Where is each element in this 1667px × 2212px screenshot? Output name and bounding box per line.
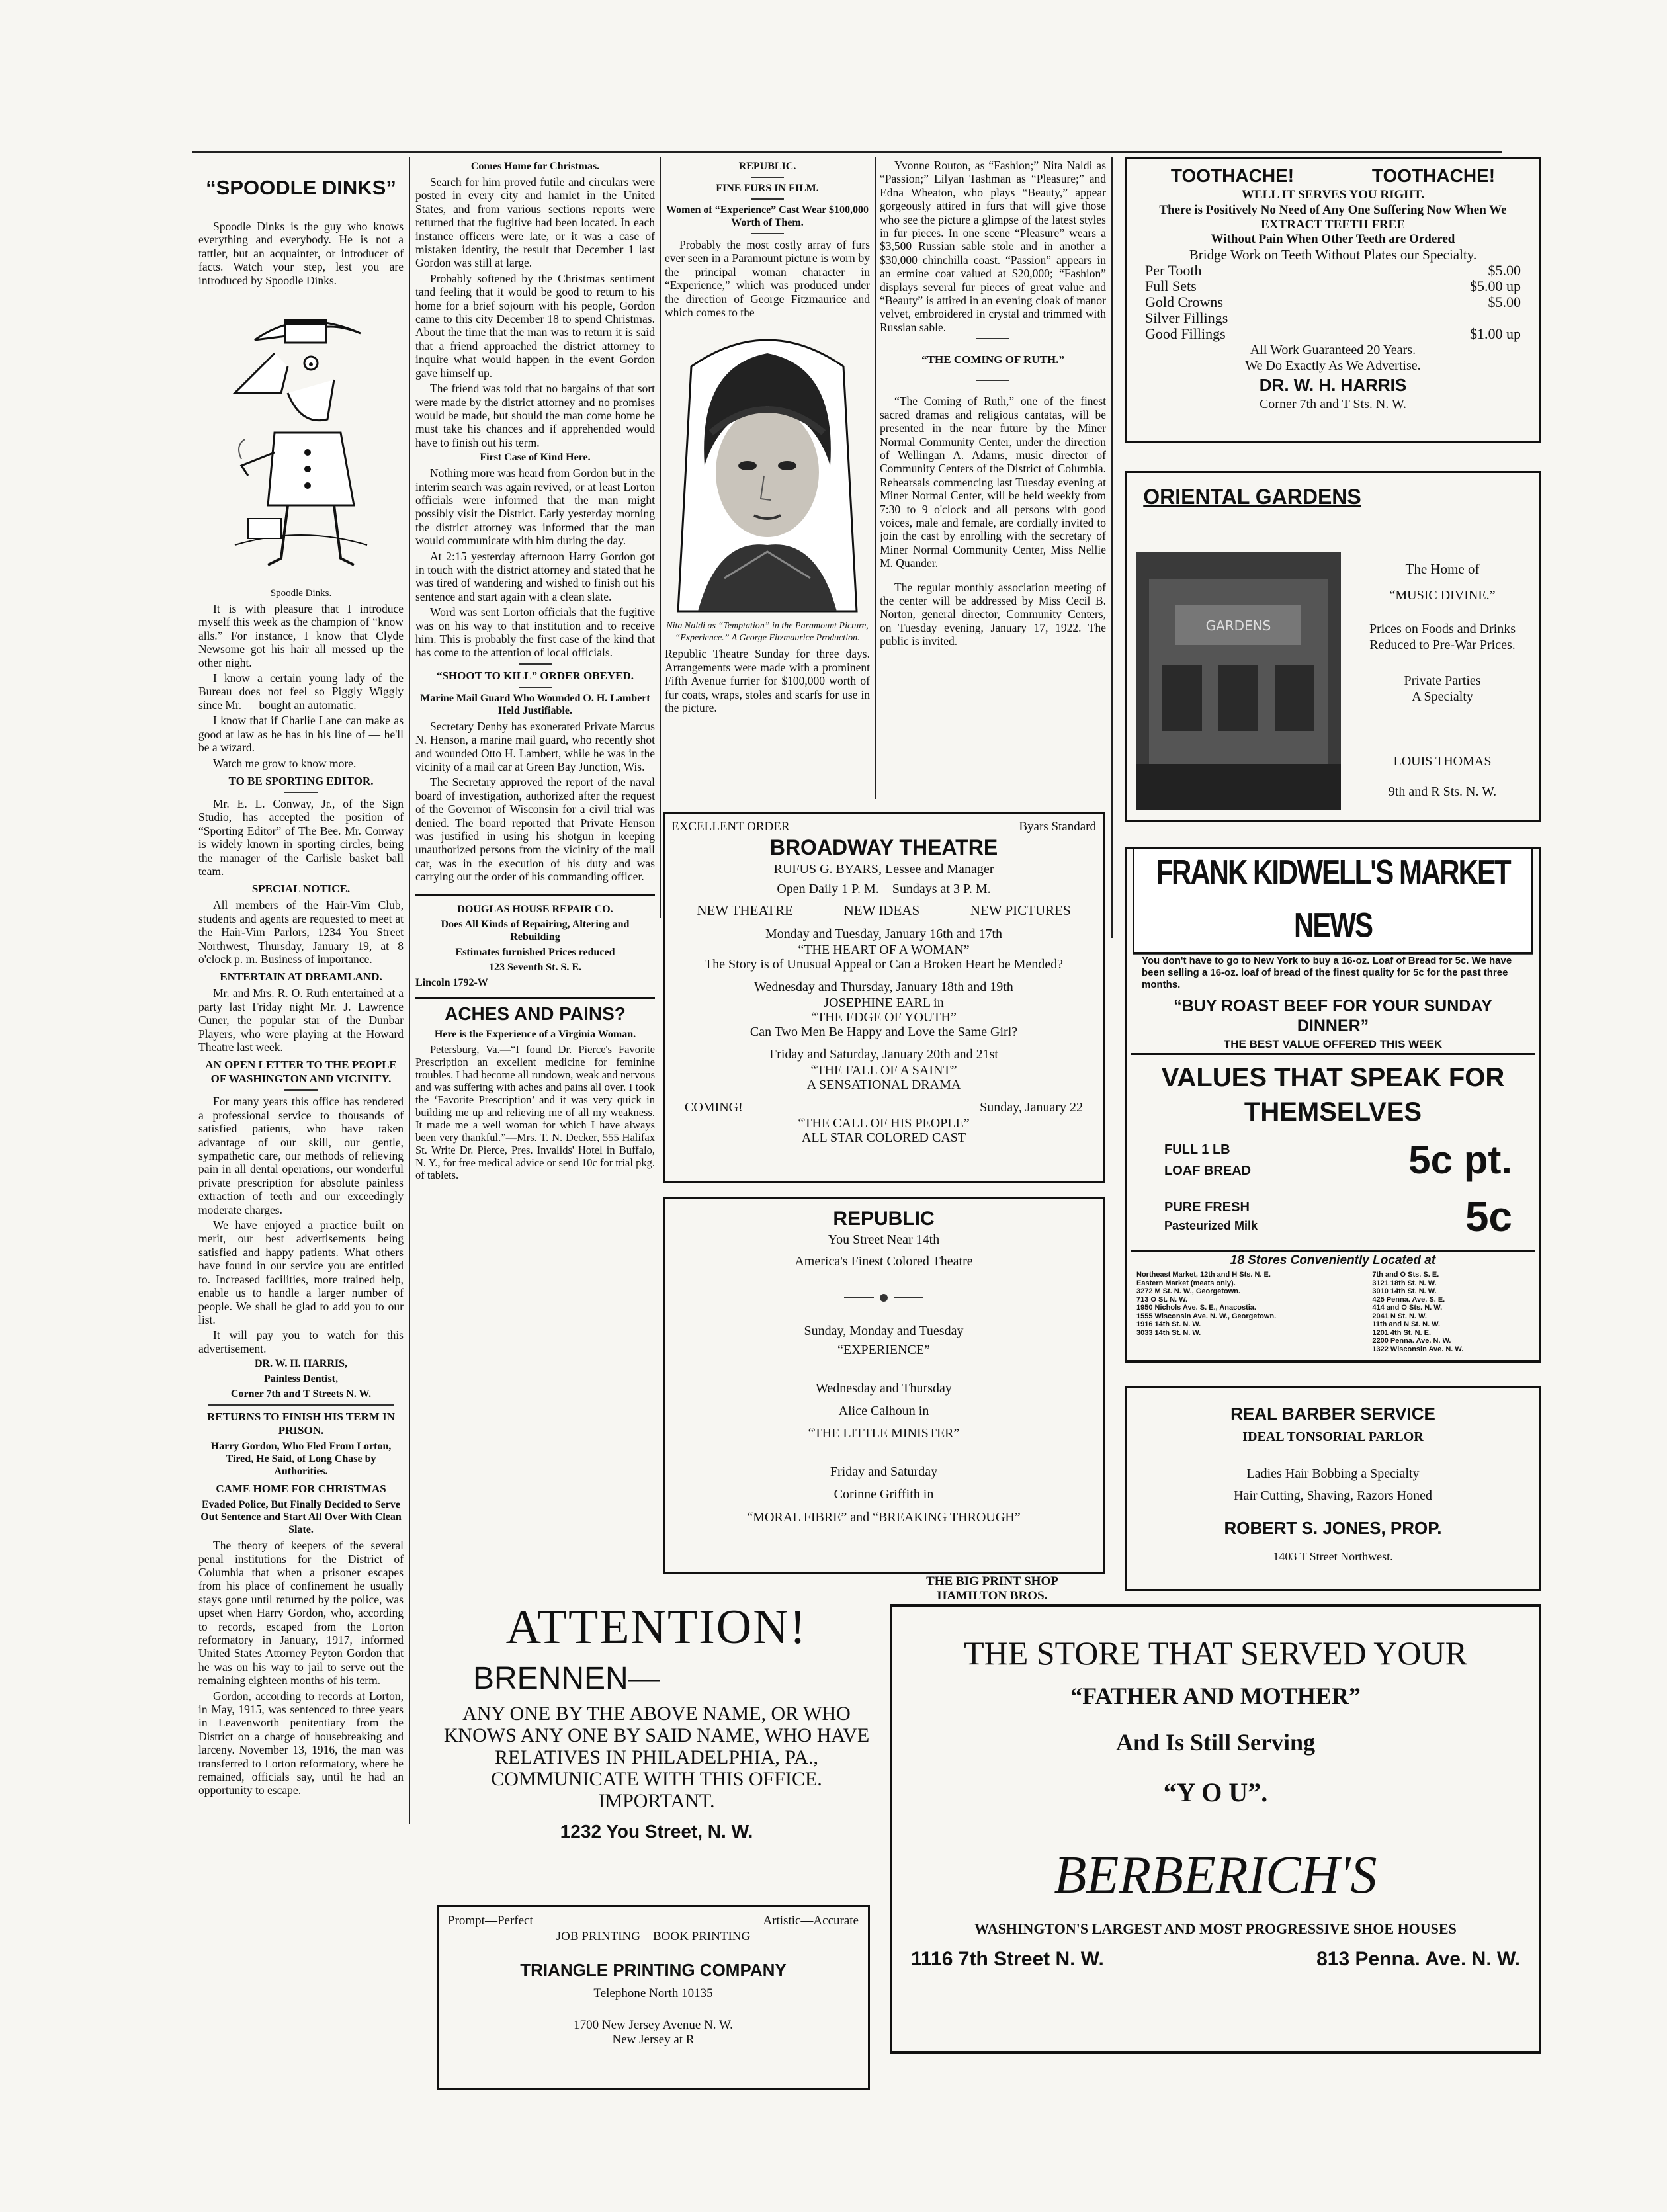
kidwell-stores: 18 Stores Conveniently Located at	[1131, 1250, 1535, 1269]
douglas-phone: Lincoln 1792-W	[415, 976, 488, 988]
oriental-music: “MUSIC DIVINE.”	[1389, 588, 1496, 603]
headline-special-notice: SPECIAL NOTICE.	[251, 882, 351, 896]
republic-ad-star: Corinne Griffith in	[834, 1487, 934, 1502]
republic-ad-days: Sunday, Monday and Tuesday	[804, 1324, 964, 1338]
separator	[208, 1404, 394, 1406]
article-text: The friend was told that no bargains of that sort were made by the district attorney and no promises would be made, but should the man come home he must take his chances and if apprehended would have to finish out his term.	[415, 382, 655, 449]
triangle-right: Artistic—Accurate	[763, 1914, 859, 1928]
kidwell-title: FRANK KIDWELL'S MARKET NEWS	[1133, 847, 1533, 955]
article-text: I know that if Charlie Lane can make as good at law as he has in his line of — he'll be a wizard.	[198, 714, 404, 755]
oriental-specialty: A Specialty	[1412, 689, 1473, 704]
aches-subtitle: Here is the Experience of a Virginia Woman.	[434, 1028, 636, 1040]
article-text: Search for him proved futile and circulars were posted in every city and hamlet in the United States, and from various sections reports were returned that the fugitive had been located. In each instance officers were late, or it was a case of mistaken identity, the result that December 1 last Gordon was still at large.	[415, 175, 655, 270]
column-rule-3	[875, 157, 876, 799]
douglas-name: DOUGLAS HOUSE REPAIR CO.	[457, 903, 613, 915]
separator	[284, 792, 318, 793]
column-2	[415, 159, 655, 1588]
article-text: “The Coming of Ruth,” one of the finest sacred dramas and religious cantatas, will be presented in the near future by the Miner Normal Community Center, under the direction of Wellingan A. Adams, music director of Community Centers of the District of Columbia. Rehearsals commencing last Tuesday evening at Miner Normal Center, will be held weekly from 7:30 to 9 o'clock and all persons with good voices, male and female, are cordially invited to join the cast by enrolling with the secretary of Miner Normal Community Center, Miss Nellie M. Quander.	[880, 394, 1106, 570]
excellent-order: EXCELLENT ORDER	[671, 820, 790, 833]
attention-address: 1232 You Street, N. W.	[560, 1821, 753, 1842]
barber-proprietor: ROBERT S. JONES, PROP.	[1224, 1518, 1442, 1538]
store-location: 1322 Wisconsin Ave. N. W.	[1372, 1345, 1464, 1353]
program-date: Wednesday and Thursday, January 18th and 19th	[754, 980, 1013, 994]
price-row	[1132, 310, 1534, 326]
article-text: All members of the Hair-Vim Club, students and agents are requested to meet at the Hair-Vim Parlors, 1234 You Street Northwest, Thursday, January 19, at 8 o'clock p. m. Business of importance.	[198, 898, 404, 966]
harris-address: Corner 7th and T Sts. N. W.	[1259, 397, 1407, 411]
store-location: 1916 14th St. N. W.	[1136, 1320, 1201, 1328]
harris-line: WELL IT SERVES YOU RIGHT.	[1241, 188, 1425, 202]
column-rule-4	[1111, 157, 1113, 938]
spoodle-dinks-cartoon	[228, 294, 374, 585]
store-location: 425 Penna. Ave. S. E.	[1372, 1295, 1445, 1304]
kidwell-values: VALUES THAT SPEAK FOR THEMSELVES	[1161, 1063, 1505, 1127]
article-text: The regular monthly association meeting of the center will be addressed by Miss Cecil B. Norton, general director, Community Centers, on Tuesday evening, January 17, 1922. The public is invited.	[880, 580, 1106, 648]
price-row	[1132, 278, 1534, 294]
coming-label: COMING!	[685, 1100, 743, 1115]
program-text: A SENSATIONAL DRAMA	[806, 1078, 961, 1092]
separator	[284, 1089, 318, 1091]
republic-theatre-ad	[663, 1197, 1105, 1574]
republic-ad-film: “MORAL FIBRE” and “BREAKING THROUGH”	[747, 1510, 1021, 1525]
program-text: The Story is of Unusual Appeal or Can a Broken Heart be Mended?	[704, 957, 1064, 972]
cartoon-caption: Spoodle Dinks.	[270, 588, 332, 599]
signature-title: Painless Dentist,	[264, 1373, 338, 1385]
berberich-line: And Is Still Serving	[1115, 1729, 1316, 1756]
store-location: 713 O St. N. W.	[1136, 1295, 1188, 1304]
store-location: Northeast Market, 12th and H Sts. N. E.	[1136, 1271, 1271, 1279]
harris-line: Bridge Work on Teeth Without Plates our Specialty.	[1189, 247, 1477, 263]
separator	[751, 198, 784, 200]
headline-returns: RETURNS TO FINISH HIS TERM IN PRISON.	[207, 1410, 395, 1437]
triangle-left: Prompt—Perfect	[448, 1914, 533, 1928]
harris-price-list	[1132, 263, 1534, 342]
signature-address: Corner 7th and T Streets N. W.	[230, 1388, 372, 1400]
republic-ad-tagline: America's Finest Colored Theatre	[794, 1254, 973, 1269]
coming-of-ruth-headline: “THE COMING OF RUTH.”	[921, 353, 1064, 366]
program-film: “THE EDGE OF YOUTH”	[811, 1010, 957, 1025]
program-film: “THE CALL OF HIS PEOPLE”	[798, 1116, 970, 1130]
store-location: 7th and O Sts. S. E.	[1372, 1271, 1439, 1279]
oriental-gardens-ad	[1125, 471, 1541, 822]
column-1	[198, 159, 404, 1826]
barber-service: Hair Cutting, Shaving, Razors Honed	[1234, 1488, 1432, 1503]
republic-ad-address: You Street Near 14th	[828, 1232, 940, 1247]
store-location: 3010 14th St. N. W.	[1372, 1287, 1437, 1295]
milk-label: Pasteurized Milk	[1164, 1219, 1258, 1232]
article-text: Watch me grow to know more.	[213, 756, 357, 770]
berberich-line: “Y O U”.	[1163, 1777, 1268, 1807]
signature-name: DR. W. H. HARRIS,	[254, 1358, 348, 1370]
column-4	[880, 159, 1106, 797]
price-row	[1132, 263, 1534, 278]
separator	[976, 380, 1009, 381]
article-text: We have enjoyed a practice built on merit, our best advertisements being satisfied and happy patients. What others have found in our service you are entitled to. Increased facilities, more trained help, enable us to handle a larger number of people. We shall be glad to add you to our list.	[198, 1218, 404, 1326]
republic-title: REPUBLIC.	[738, 161, 796, 172]
oriental-home: The Home of	[1405, 561, 1480, 577]
article-text: The Secretary approved the report of the naval board of investigation, authorized after the request of the Governor of Wisconsin for a civil trial was denied. The board reported that Private Henson was justified in using his shotgun in keeping unauthorized persons from the vicinity of the mail car, was in the execution of his duty and was carrying out the order of his commanding officer.	[415, 775, 655, 884]
oriental-prices: Prices on Foods and Drinks Reduced to Pre-War Prices.	[1369, 622, 1516, 652]
fine-furs-headline: FINE FURS IN FILM.	[716, 183, 819, 194]
store-location: 3121 18th St. N. W.	[1372, 1279, 1437, 1287]
douglas-estimates: Estimates furnished Prices reduced	[455, 946, 615, 958]
price-row	[1132, 326, 1534, 342]
separator	[519, 687, 552, 688]
column-3	[665, 159, 870, 797]
subheadline-marine: Marine Mail Guard Who Wounded O. H. Lambert Held Justifiable.	[420, 692, 650, 716]
milk-label: PURE FRESH	[1164, 1200, 1250, 1214]
toothache-right: TOOTHACHE!	[1371, 165, 1496, 186]
store-location: 2200 Penna. Ave. N. W.	[1372, 1337, 1451, 1345]
republic-ad-days: Friday and Saturday	[830, 1465, 938, 1479]
harris-line: Without Pain When Other Teeth are Ordered	[1211, 232, 1455, 246]
kidwell-best: THE BEST VALUE OFFERED THIS WEEK	[1131, 1036, 1535, 1055]
barber-service: Ladies Hair Bobbing a Specialty	[1246, 1467, 1420, 1481]
berberich-tagline: WASHINGTON'S LARGEST AND MOST PROGRESSIVE SHOE HOUSES	[974, 1920, 1457, 1937]
column-rule-1	[409, 157, 410, 1824]
store-location: 3272 M St. N. W., Georgetown.	[1136, 1287, 1241, 1295]
barber-subtitle: IDEAL TONSORIAL PARLOR	[1242, 1429, 1424, 1444]
berberich-address: 813 Penna. Ave. N. W.	[1316, 1948, 1520, 1970]
broadway-lessee: RUFUS G. BYARS, Lessee and Manager	[773, 862, 994, 876]
bread-label: FULL 1 LB	[1164, 1142, 1230, 1157]
store-list-left	[1136, 1271, 1372, 1353]
broadway-theatre-ad	[663, 812, 1105, 1183]
store-location: 1950 Nichols Ave. S. E., Anacostia.	[1136, 1304, 1256, 1312]
berberich-address: 1116 7th Street N. W.	[911, 1948, 1104, 1970]
store-location: 11th and N St. N. W.	[1372, 1320, 1441, 1328]
attention-name: BRENNEN—	[473, 1661, 660, 1696]
slogan-pictures: NEW PICTURES	[970, 902, 1071, 918]
price-item: Good Fillings	[1145, 325, 1226, 342]
republic-ad-days: Wednesday and Thursday	[816, 1381, 952, 1396]
oriental-parties: Private Parties	[1404, 673, 1481, 688]
republic-ad-title: REPUBLIC	[833, 1208, 935, 1230]
harris-line: EXTRACT TEETH FREE	[1261, 218, 1405, 232]
article-text: At 2:15 yesterday afternoon Harry Gordon got in touch with the district attorney and stated that he was tired of wandering and wished to finish out his sentence and start again with a clean slate.	[415, 549, 655, 603]
portrait-caption: Nita Naldi as “Temptation” in the Paramount Picture, “Experience.” A George Fitzmaurice Production.	[666, 621, 869, 644]
oriental-owner: LOUIS THOMAS	[1393, 754, 1492, 769]
article-text: I know a certain young lady of the Bureau does not feel so Piggly Wiggly since Mr. — bought an automatic.	[198, 671, 404, 712]
bread-label: LOAF BREAD	[1164, 1163, 1252, 1178]
price-item: Gold Crowns	[1145, 294, 1223, 310]
republic-ad-film: “THE LITTLE MINISTER”	[808, 1426, 960, 1441]
milk-price: 5c	[1465, 1193, 1512, 1240]
subheadline-came-home: Evaded Police, But Finally Decided to Serve Out Sentence and Start All Over With Clean Slate.	[200, 1499, 402, 1536]
program-film: “THE FALL OF A SAINT”	[810, 1063, 957, 1078]
price-value: $5.00	[1488, 294, 1521, 310]
store-location: 414 and O Sts. N. W.	[1372, 1304, 1443, 1312]
attention-ad	[433, 1595, 880, 1893]
program-date: Monday and Tuesday, January 16th and 17th	[765, 927, 1003, 941]
article-text: Probably the most costly array of furs ever seen in a Paramount picture is worn by the principal woman character in “Experience,” which was produced under the direction of George Fitzmaurice and which comes to the	[665, 238, 870, 319]
berberich-ad	[890, 1604, 1541, 2054]
price-value: $5.00 up	[1470, 278, 1521, 294]
price-row	[1132, 294, 1534, 310]
kidwell-market-ad	[1125, 847, 1541, 1363]
triangle-name: TRIANGLE PRINTING COMPANY	[520, 1960, 787, 1980]
oriental-address: 9th and R Sts. N. W.	[1388, 785, 1497, 799]
store-location: Eastern Market (meats only).	[1136, 1279, 1236, 1287]
triangle-printing-ad	[437, 1905, 870, 2090]
triangle-address: New Jersey at R	[612, 2033, 695, 2047]
douglas-address: 123 Seventh St. S. E.	[488, 961, 582, 973]
ad-text: Petersburg, Va.—“I found Dr. Pierce's Favorite Prescription an excellent medicine for feminine troubles. I had become all rundown, weak and nervous and was suffering with aches and pains all over. I took the ‘Favorite Prescription’ and it was very quick in building me up and relieving me of all my weakness. It made me a well woman for which I have always been very thankful.”—Mrs. T. N. Decker, 555 Halifax St. Write Dr. Pierce, Pres. Invalids' Hotel in Buffalo, N. Y., for free medical advice or send 10c for trial pkg. of tablets.	[415, 1042, 655, 1181]
subheadline-first-case: First Case of Kind Here.	[480, 452, 591, 464]
spoodle-dinks-title: “SPOODLE DINKS”	[206, 176, 396, 199]
print-shop-label	[880, 1574, 1105, 1603]
barber-address: 1403 T Street Northwest.	[1273, 1550, 1393, 1563]
byars-standard: Byars Standard	[1019, 820, 1096, 833]
store-location: 2041 N St. N. W.	[1372, 1312, 1427, 1320]
attention-body: ANY ONE BY THE ABOVE NAME, OR WHO KNOWS ANY ONE BY SAID NAME, WHO HAVE RELATIVES IN PHILADELPHIA, PA., COMMUNICATE WITH THIS OFFICE. IMPORTANT.	[443, 1703, 870, 1812]
print-shop-owner: HAMILTON BROS.	[937, 1589, 1048, 1603]
berberich-line: “FATHER AND MOTHER”	[1070, 1683, 1361, 1709]
attention-title: ATTENTION!	[505, 1600, 808, 1654]
slogan-theatre: NEW THEATRE	[697, 902, 793, 918]
price-item: Full Sets	[1145, 278, 1197, 294]
harris-line: There is Positively No Need of Any One Suffering Now When We	[1159, 203, 1507, 217]
aches-title: ACHES AND PAINS?	[445, 1003, 626, 1024]
separator	[751, 177, 784, 178]
bread-price: 5c pt.	[1408, 1138, 1512, 1182]
store-location: 3033 14th St. N. W.	[1136, 1328, 1201, 1337]
barber-ad	[1125, 1386, 1541, 1591]
republic-ad-film: “EXPERIENCE”	[837, 1343, 930, 1357]
program-star: JOSEPHINE EARL in	[824, 996, 944, 1010]
program-film: “THE HEART OF A WOMAN”	[798, 943, 970, 957]
price-value: $5.00	[1488, 262, 1521, 278]
oriental-title: ORIENTAL GARDENS	[1143, 485, 1361, 509]
price-value: $1.00 up	[1470, 325, 1521, 342]
separator	[519, 663, 552, 665]
subheadline-returns: Harry Gordon, Who Fled From Lorton, Tired, He Said, of Long Chase by Authorities.	[210, 1441, 392, 1478]
triangle-address: 1700 New Jersey Avenue N. W.	[574, 2018, 733, 2032]
article-text: It will pay you to watch for this advertisement.	[198, 1328, 404, 1355]
broadway-hours: Open Daily 1 P. M.—Sundays at 3 P. M.	[777, 882, 991, 896]
program-text: ALL STAR COLORED CAST	[801, 1130, 966, 1145]
coming-date: Sunday, January 22	[980, 1100, 1083, 1115]
nita-naldi-portrait	[671, 327, 863, 618]
article-text: Republic Theatre Sunday for three days. Arrangements were made with a prominent Fifth Avenue furrier for $100,000 worth of fur coats, wraps, stoles and scarfs for use in the picture.	[665, 647, 870, 715]
separator	[976, 338, 1009, 339]
headline-came-home: CAME HOME FOR CHRISTMAS	[216, 1482, 386, 1496]
berberich-line: THE STORE THAT SERVED YOUR	[964, 1635, 1467, 1672]
article-text: Mr. E. L. Conway, Jr., of the Sign Studio, has accepted the position of “Sporting Editor” of The Bee. Mr. Conway is widely known in sporting circles, being the manager of the Carlisle basket ball team.	[198, 796, 404, 878]
article-text: Word was sent Lorton officials that the fugitive was on his way to that institution and to receive him. This is probably the first case of the kind that has come to the attention of local officials.	[415, 605, 655, 659]
headline-open-letter: AN OPEN LETTER TO THE PEOPLE OF WASHINGTON AND VICINITY.	[205, 1058, 397, 1085]
article-text: The theory of keepers of the several penal institutions for the District of Columbia that when a prisoner escapes from his place of confinement he usually stays gone until returned by the police, was upset when Harry Gordon, who, according to records, escaped from the Lorton reformatory in January, 1917, informed United States Attorney Peyton Gordon that he was on his way to jail to serve out the remaining eighteen months of his term.	[198, 1539, 404, 1687]
top-rule	[192, 151, 1502, 153]
triangle-phone: Telephone North 10135	[593, 1986, 713, 2000]
price-item: Silver Fillings	[1145, 310, 1228, 326]
slogan-ideas: NEW IDEAS	[843, 902, 920, 918]
program-date: Friday and Saturday, January 20th and 21st	[769, 1047, 998, 1062]
store-list-right	[1372, 1271, 1529, 1353]
dr-harris-ad	[1125, 157, 1541, 443]
article-text: Secretary Denby has exonerated Private Marcus N. Henson, a marine mail guard, who recently shot and wounded Otto H. Lambert, while he was in the vicinity of a mail car at Green Bay Junction, Wis.	[415, 719, 655, 774]
store-location: 1201 4th St. N. E.	[1372, 1328, 1432, 1337]
article-text: Probably softened by the Christmas sentiment tand feeling that it would be good to return to his home for a brief sojourn with his people, Gordon came to this city December 18 to spend Christmas. About the time that the man was to return it is said that a friend approached the district attorney to inquire what would happen in the event Gordon gave himself up.	[415, 271, 655, 380]
berberich-name: BERBERICH'S	[1054, 1846, 1377, 1904]
headline-sporting-editor: TO BE SPORTING EDITOR.	[228, 774, 374, 787]
store-location: 1555 Wisconsin Ave. N. W., Georgetown.	[1136, 1312, 1277, 1320]
douglas-services: Does All Kinds of Repairing, Altering and Rebuilding	[441, 918, 630, 943]
kidwell-intro: You don't have to go to New York to buy a 16-oz. Loaf of Bread for 5c. We have been selling a 16-oz. loaf of bread of the finest quality for 5c for the past three months.	[1142, 955, 1512, 990]
republic-ad-star: Alice Calhoun in	[838, 1404, 929, 1418]
photo-sign-text: GARDENS	[1205, 618, 1271, 634]
article-text: Gordon, according to records at Lorton, in May, 1915, was sentenced to three years in Leavenworth penitentiary from the District on a charge of housebreaking and larceny. November 13, 1916, the man was transferred to Lorton reformatory, where he remained, officials say, until he had an opportunity to escape.	[198, 1689, 404, 1797]
harris-name: DR. W. H. HARRIS	[1259, 375, 1407, 395]
oriental-gardens-photo	[1136, 552, 1341, 810]
broadway-title: BROADWAY THEATRE	[769, 835, 998, 859]
toothache-left: TOOTHACHE!	[1170, 165, 1295, 186]
article-text: For many years this office has rendered a professional service to thousands of satisfied patients, who have taken advantage of our skill, our gentle, sympathetic care, our methods of relieving pain in all dental operations, our wonderful private prescription for absolute painless extraction of teeth and our exceedingly moderate charges.	[198, 1095, 404, 1216]
triangle-services: JOB PRINTING—BOOK PRINTING	[556, 1930, 751, 1943]
harris-advertise: We Do Exactly As We Advertise.	[1245, 359, 1421, 373]
subheadline-comes-home: Comes Home for Christmas.	[470, 161, 600, 172]
program-text: Can Two Men Be Happy and Love the Same Girl?	[749, 1025, 1018, 1039]
article-text: It is with pleasure that I introduce myself this week as the champion of “know alls.” For instance, I know that Clyde Newsome got his hair all messed up the other night.	[198, 602, 404, 669]
article-text: Nothing more was heard from Gordon but in the interim search was again revived, or at least Lorton officials were informed that the man might possibly visit the District. Early yesterday morning the district attorney was informed that the man would communicate with him during the day.	[415, 466, 655, 548]
print-shop-name: THE BIG PRINT SHOP	[926, 1574, 1058, 1588]
barber-title: REAL BARBER SERVICE	[1230, 1404, 1435, 1424]
separator	[751, 233, 784, 234]
headline-dreamland: ENTERTAIN AT DREAMLAND.	[220, 970, 382, 984]
douglas-ad	[415, 894, 655, 999]
headline-shoot-to-kill: “SHOOT TO KILL” ORDER OBEYED.	[436, 669, 634, 682]
price-item: Per Tooth	[1145, 262, 1202, 278]
furs-deck: Women of “Experience” Cast Wear $100,000 Worth of Them.	[665, 204, 869, 228]
article-text: Spoodle Dinks is the guy who knows everything and everybody. He is not a tattler, but an acquainter, or introducer of facts. Watch your step, lest you are introduced by Spoodle Dinks.	[198, 220, 404, 287]
column-rule-2	[660, 157, 661, 918]
kidwell-buy: “BUY ROAST BEEF FOR YOUR SUNDAY DINNER”	[1174, 997, 1492, 1035]
article-text: Yvonne Routon, as “Fashion;” Nita Naldi as “Passion;” Lilyan Tashman as “Pleasure;” and Edna Wheaton, who plays “Beauty,” appear gorgeously attired in furs that will give those who see the picture a glimpse of the latest styles in fur pieces. In one scene “Pleasure” wears a $3,500 Russian sable stole and in another a $30,000 chinchilla coast. “Passion” appears in an ermine coat valued at $20,000; “Fashion” displays several fur pieces of great value and “Beauty” is attired in an evening cloak of manor velvet, embroidered in crystal and trimmed with Russian sable.	[880, 159, 1106, 334]
harris-guarantee: All Work Guaranteed 20 Years.	[1250, 343, 1416, 357]
article-text: Mr. and Mrs. R. O. Ruth entertained at a party last Friday night Mr. J. Lawrence Cuner, the popular star of the Dunbar Players, who were playing at the Howard Theatre last week.	[198, 986, 404, 1054]
decorative-rule	[844, 1288, 923, 1308]
